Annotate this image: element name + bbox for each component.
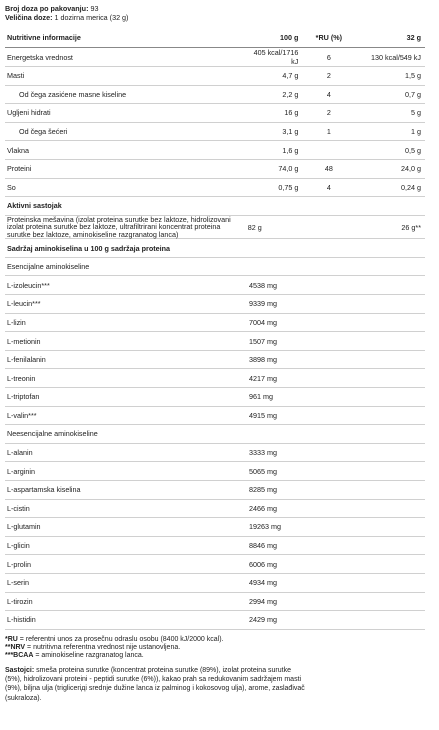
nonessential-title: Neesencijalne aminokiseline [5, 425, 425, 444]
amino-name: L-lizin [5, 313, 247, 332]
amino-row [5, 295, 425, 314]
nutrient-ru: 6 [298, 48, 357, 67]
nutrient-name: Masti [5, 67, 246, 86]
nutrient-row [5, 178, 425, 197]
amino-row [5, 313, 425, 332]
amino-name: L-arginin [5, 462, 247, 481]
bcaa-text: = aminokiseline razgranatog lanca. [33, 651, 144, 659]
active-row [5, 215, 425, 239]
amino-row [5, 350, 425, 369]
active-ru [298, 215, 357, 239]
amino-name: L-metionin [5, 332, 247, 351]
nutrient-per32: 1 g [357, 122, 425, 141]
amino-value: 4538 mg [247, 276, 289, 295]
amino-name: L-alanin [5, 443, 247, 462]
amino-row [5, 480, 425, 499]
nutrient-ru: 1 [298, 122, 357, 141]
amino-spacer [289, 480, 425, 499]
nutrient-name: Od čega zasićene masne kiseline [5, 85, 246, 104]
amino-name: L-treonin [5, 369, 247, 388]
active-desc: Proteinska mešavina (izolat proteina surutke bez laktoze, hidrolizovani izolat proteina surutke bez laktoze, ultrafiltrirani koncentrat proteina surutke bez laktoze, aminokiseline razgranatog lanca) [5, 215, 246, 239]
nutrient-per32: 1,5 g [357, 67, 425, 86]
footnote-nrv [5, 644, 305, 652]
amino-spacer [289, 462, 425, 481]
footnotes [5, 636, 305, 660]
amino-value: 4915 mg [247, 406, 289, 425]
amino-row [5, 369, 425, 388]
amino-row [5, 276, 425, 295]
nutrient-per32: 0,5 g [357, 141, 425, 160]
amino-value: 1507 mg [247, 332, 289, 351]
ru-key: *RU [5, 635, 18, 643]
amino-name: L-histidin [5, 611, 247, 630]
amino-value: 2994 mg [247, 592, 289, 611]
nutrient-row [5, 122, 425, 141]
nutrient-per32: 130 kcal/549 kJ [357, 48, 425, 67]
amino-value: 6006 mg [247, 555, 289, 574]
servings-value: 93 [90, 4, 99, 13]
nutrition-label [5, 0, 436, 703]
nutrient-per100: 1,6 g [246, 141, 299, 160]
nutrient-ru [298, 141, 357, 160]
nutrient-per32: 0,24 g [357, 178, 425, 197]
amino-value: 4217 mg [247, 369, 289, 388]
ingredients-text: smeša proteina surutke (koncentrat proteina surutke (89%), izolat proteina surutke (5%), hidrolizovani proteini - peptidi surutke (6%)), kakao prah sa redukovanim sadržajem masti (9%), biljna ulja (triglicerідi srednje dužine lanca iz palminog i kokosovog ulja), arome, zaslađivač (sukraloza). [5, 666, 305, 702]
amino-spacer [289, 592, 425, 611]
nutrient-per100: 3,1 g [246, 122, 299, 141]
nutrient-per100: 16 g [246, 104, 299, 123]
nutrient-name: Energetska vrednost [5, 48, 246, 67]
size-label: Veličina doze: [5, 13, 53, 22]
header-ru: *RU (%) [298, 28, 357, 48]
amino-row [5, 518, 425, 537]
amino-row [5, 499, 425, 518]
amino-row [5, 611, 425, 630]
nutrient-per100: 74,0 g [246, 159, 299, 178]
nrv-key: **NRV [5, 643, 26, 651]
amino-title-row [5, 239, 425, 258]
nutrient-ru: 4 [298, 178, 357, 197]
amino-spacer [289, 332, 425, 351]
amino-value: 8846 mg [247, 536, 289, 555]
amino-spacer [289, 518, 425, 537]
amino-row [5, 406, 425, 425]
nutrient-per100: 405 kcal/1716 kJ [246, 48, 299, 67]
amino-name: L-fenilalanin [5, 350, 247, 369]
amino-row [5, 592, 425, 611]
amino-row [5, 555, 425, 574]
amino-name: L-tirozin [5, 592, 247, 611]
nutrient-name: Od čega šećeri [5, 122, 246, 141]
amino-name: L-leucin*** [5, 295, 247, 314]
amino-value: 4934 mg [247, 573, 289, 592]
amino-name: L-izoleucin*** [5, 276, 247, 295]
amino-name: L-triptofan [5, 388, 247, 407]
amino-spacer [289, 369, 425, 388]
amino-name: L-valin*** [5, 406, 247, 425]
amino-spacer [289, 276, 425, 295]
nutrient-name: So [5, 178, 246, 197]
header-per100: 100 g [246, 28, 299, 48]
header-per32: 32 g [357, 28, 425, 48]
amino-spacer [289, 443, 425, 462]
active-per100: 82 g [246, 215, 299, 239]
amino-name: L-cistin [5, 499, 247, 518]
nutrient-per100: 2,2 g [246, 85, 299, 104]
nutrient-name: Proteini [5, 159, 246, 178]
amino-value: 2429 mg [247, 611, 289, 630]
amino-spacer [289, 388, 425, 407]
amino-name: L-glicin [5, 536, 247, 555]
essential-title-row [5, 258, 425, 276]
amino-spacer [289, 536, 425, 555]
amino-value: 5065 mg [247, 462, 289, 481]
bcaa-key: ***BCAA [5, 651, 34, 659]
amino-row [5, 536, 425, 555]
amino-row [5, 573, 425, 592]
nutrient-row [5, 48, 425, 67]
nutrient-ru: 48 [298, 159, 357, 178]
servings-label: Broj doza po pakovanju: [5, 4, 89, 13]
amino-name: L-prolin [5, 555, 247, 574]
nonessential-title-row [5, 425, 425, 444]
ingredients [5, 666, 305, 703]
table-header-row [5, 28, 425, 48]
amino-name: L-serin [5, 573, 247, 592]
header-name: Nutritivne informacije [5, 28, 246, 48]
amino-spacer [289, 406, 425, 425]
amino-row [5, 388, 425, 407]
nrv-text: = nutritivna referentna vrednost nije ustanovljena. [25, 643, 181, 651]
amino-spacer [289, 499, 425, 518]
amino-title: Sadržaj aminokiselina u 100 g sadržaja proteina [5, 239, 425, 258]
ingredients-label: Sastojci: [5, 666, 35, 674]
nutrient-row [5, 67, 425, 86]
amino-spacer [289, 555, 425, 574]
nutrient-row [5, 141, 425, 160]
amino-name: L-glutamin [5, 518, 247, 537]
amino-spacer [289, 350, 425, 369]
amino-row [5, 332, 425, 351]
amino-row [5, 443, 425, 462]
amino-spacer [289, 611, 425, 630]
servings-line [5, 4, 436, 13]
nutrition-table [5, 28, 425, 258]
active-title-row [5, 197, 425, 216]
nutrient-name: Vlakna [5, 141, 246, 160]
amino-spacer [289, 313, 425, 332]
amino-value: 9339 mg [247, 295, 289, 314]
amino-spacer [289, 295, 425, 314]
amino-name: L-aspartamska kiselina [5, 480, 247, 499]
size-value: 1 dozirna merica (32 g) [54, 13, 129, 22]
footnote-ru [5, 636, 305, 644]
nutrient-name: Ugljeni hidrati [5, 104, 246, 123]
active-per32: 26 g** [357, 215, 425, 239]
essential-title: Esencijalne aminokiseline [5, 258, 425, 276]
nutrient-row [5, 104, 425, 123]
amino-row [5, 462, 425, 481]
amino-spacer [289, 573, 425, 592]
amino-table [5, 258, 425, 630]
nutrient-row [5, 85, 425, 104]
active-title: Aktivni sastojak [5, 197, 425, 216]
amino-value: 8285 mg [247, 480, 289, 499]
nutrient-per32: 0,7 g [357, 85, 425, 104]
amino-value: 7004 mg [247, 313, 289, 332]
size-line [5, 13, 436, 22]
nutrient-ru: 2 [298, 104, 357, 123]
amino-value: 3898 mg [247, 350, 289, 369]
nutrient-per100: 0,75 g [246, 178, 299, 197]
nutrient-ru: 2 [298, 67, 357, 86]
nutrient-per32: 24,0 g [357, 159, 425, 178]
footnote-bcaa [5, 652, 305, 660]
amino-value: 3333 mg [247, 443, 289, 462]
amino-value: 19263 mg [247, 518, 289, 537]
ru-text: = referentni unos za prosečnu odraslu osobu (8400 kJ/2000 kcal). [17, 635, 224, 643]
nutrient-ru: 4 [298, 85, 357, 104]
nutrient-per100: 4,7 g [246, 67, 299, 86]
amino-value: 2466 mg [247, 499, 289, 518]
nutrient-per32: 5 g [357, 104, 425, 123]
amino-value: 961 mg [247, 388, 289, 407]
serving-info [5, 0, 436, 22]
nutrient-row [5, 159, 425, 178]
